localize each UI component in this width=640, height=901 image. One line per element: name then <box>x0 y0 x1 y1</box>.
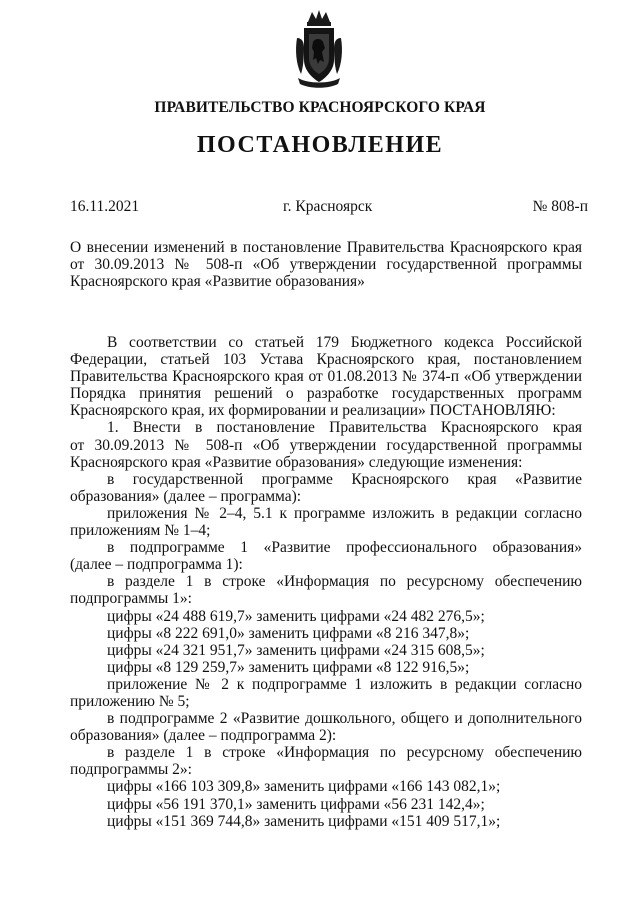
government-title: ПРАВИТЕЛЬСТВО КРАСНОЯРСКОГО КРАЯ <box>154 99 486 116</box>
body-line: приложениям № 1–4; <box>70 522 211 540</box>
coat-of-arms-icon <box>294 8 344 90</box>
body-line: образования» (далее – подпрограмма 2): <box>70 727 337 745</box>
body-line: цифры «56 191 370,1» заменить цифрами «56 231 142,4»; <box>107 795 485 813</box>
body-line: Порядка принятия решений о разработке государственных программ <box>70 385 582 403</box>
body-line: цифры «24 488 619,7» заменить цифрами «24 482 276,5»; <box>107 607 485 625</box>
body-line: (далее – подпрограмма 1): <box>70 556 243 574</box>
body-line: цифры «8 222 691,0» заменить цифрами «8 216 347,8»; <box>107 624 470 642</box>
body-line: Красноярского края, их формировании и реализации» ПОСТАНОВЛЯЮ: <box>70 402 556 420</box>
body-line: в разделе 1 в строке «Информация по ресурсному обеспечению <box>107 573 582 591</box>
body-line: 1. Внести в постановление Правительства Красноярского края <box>107 419 582 437</box>
body-line: приложению № 5; <box>70 692 190 710</box>
title-line: О внесении изменений в постановление Правительства Красноярского края <box>70 239 582 256</box>
body-line: В соответствии со статьей 179 Бюджетного кодекса Российской <box>107 334 582 351</box>
body-line: приложения № 2–4, 5.1 к программе изложить в редакции согласно <box>107 504 582 522</box>
body-line: цифры «8 129 259,7» заменить цифрами «8 122 916,5»; <box>107 658 470 676</box>
title-line: Красноярского края «Развитие образования» <box>70 273 365 291</box>
body-line: Федерации, статьей 103 Устава Красноярского края, постановлением <box>70 351 582 369</box>
body-line: подпрограммы 1»: <box>70 590 192 608</box>
document-city: г. Красноярск <box>283 198 373 215</box>
body-line: в государственной программе Красноярского края «Развитие <box>107 470 582 488</box>
document-body <box>70 334 582 830</box>
body-line: образования» (далее – программа): <box>70 487 302 505</box>
body-line: Правительства Красноярского края от 01.08.2013 № 374-п «Об утверждении <box>70 368 582 386</box>
body-line: Красноярского края «Развитие образования» следующие изменения: <box>70 453 523 471</box>
document-date: 16.11.2021 <box>70 198 140 215</box>
document-title <box>70 239 582 290</box>
body-line: цифры «151 369 744,8» заменить цифрами «151 409 517,1»; <box>107 812 501 830</box>
body-line: в разделе 1 в строке «Информация по ресурсному обеспечению <box>107 744 582 762</box>
body-line: в подпрограмме 1 «Развитие профессионального образования» <box>107 539 582 557</box>
body-line: подпрограммы 2»: <box>70 761 192 779</box>
body-line: в подпрограмме 2 «Развитие дошкольного, общего и дополнительного <box>107 710 582 728</box>
body-line: приложение № 2 к подпрограмме 1 изложить в редакции согласно <box>107 675 582 693</box>
title-line: от 30.09.2013 № 508-п «Об утверждении государственной программы <box>70 256 582 274</box>
document-number: № 808-п <box>532 198 588 215</box>
document-type: ПОСТАНОВЛЕНИЕ <box>196 132 444 158</box>
body-line: от 30.09.2013 № 508-п «Об утверждении государственной программы <box>70 436 582 454</box>
body-line: цифры «166 103 309,8» заменить цифрами «166 143 082,1»; <box>107 778 501 796</box>
body-line: цифры «24 321 951,7» заменить цифрами «24 315 608,5»; <box>107 641 485 659</box>
